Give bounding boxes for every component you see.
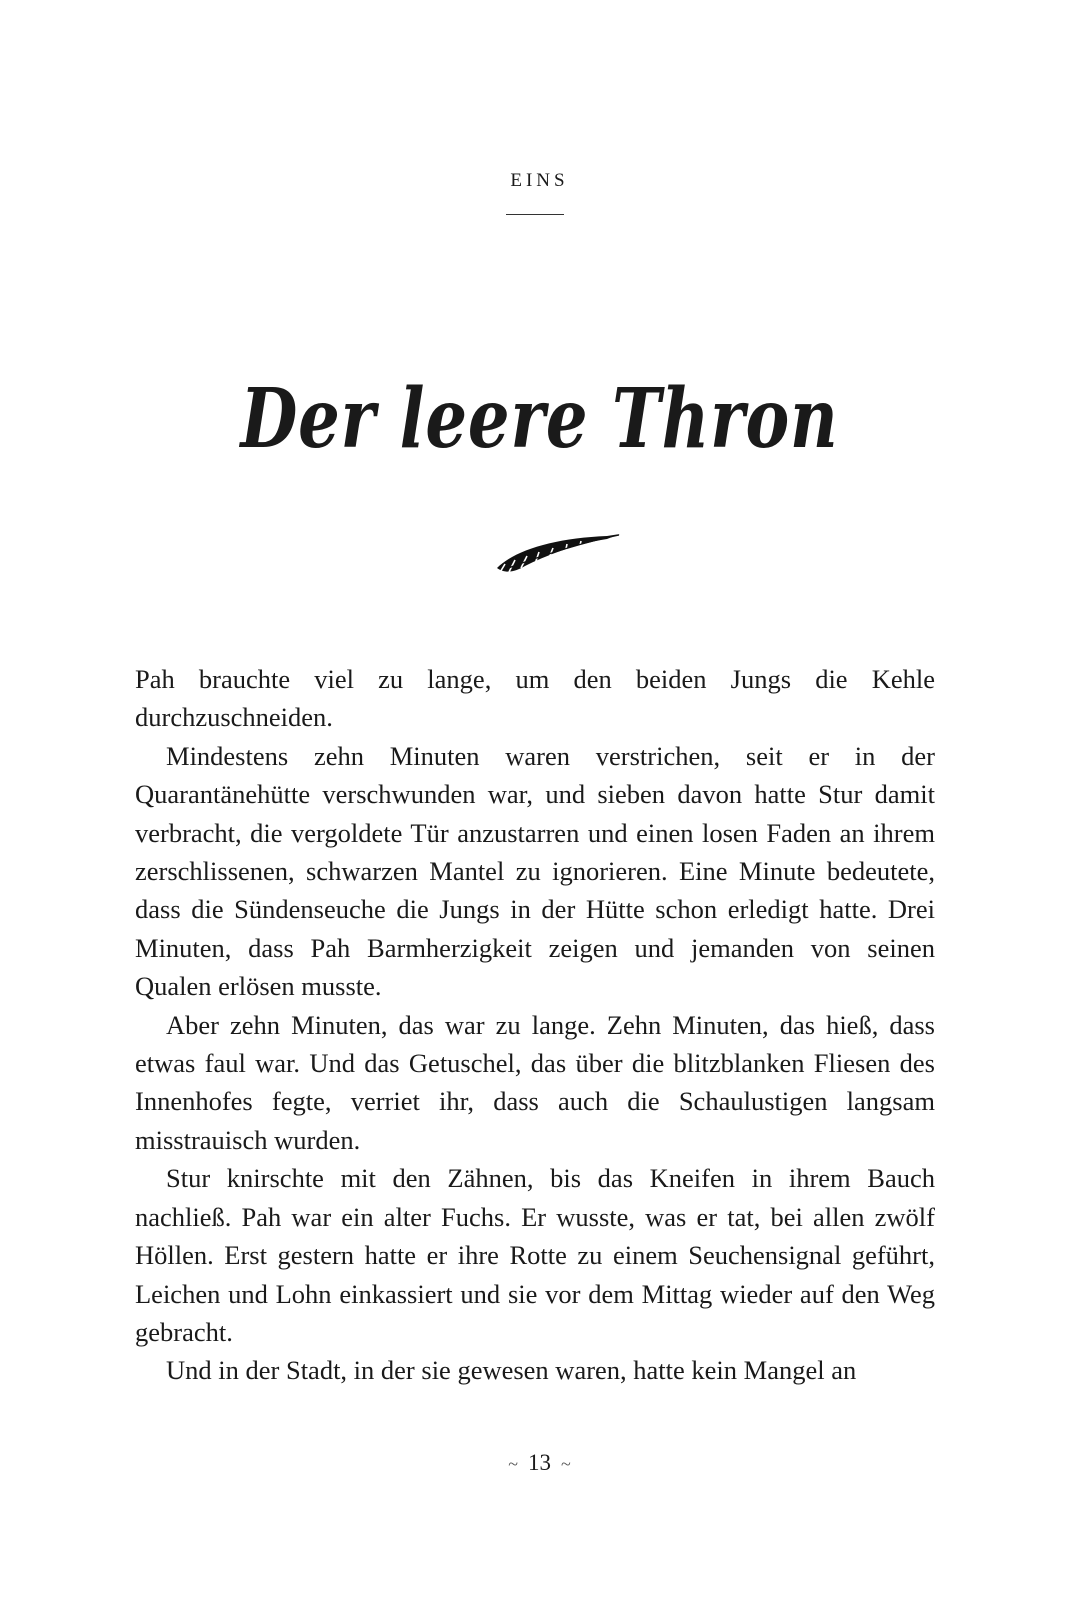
paragraph: Pah brauchte viel zu lange, um den beiden Jungs die Kehle durchzuschneiden. (135, 664, 935, 733)
page-footer (0, 1450, 1079, 1476)
page-number: 13 (528, 1450, 551, 1475)
paragraph: Mindestens zehn Minuten waren verstrichen, seit er in der Quarantänehütte verschwunden war, und sieben davon hatte Stur damit verbracht, die vergoldete Tür anzustarren und einen losen Faden an ihrem zerschlissenen, schwarzen Mantel zu ignorieren. Eine Minute bedeutete, dass die Sündenseuche die Jungs in der Hütte schon erledigt hatte. Drei Minuten, dass Pah Barmherzigkeit zeigen und jemanden von seinen Qualen erlösen musste. (135, 740, 935, 1002)
paragraph: Aber zehn Minuten, das war zu lange. Zehn Minuten, das hieß, dass etwas faul war. Und das Getuschel, das über die blitzblanken Fliesen des Innenhofes fegte, verriet ihr, dass auch die Schaulustigen langsam misstrauisch wurden. (135, 1009, 935, 1155)
paragraph: Stur knirschte mit den Zähnen, bis das Kneifen in ihrem Bauch nachließ. Pah war ein alter Fuchs. Er wusste, was er tat, bei allen zwölf Höllen. Erst gestern hatte er ihre Rotte zu einem Seuchensignal geführt, Leichen und Lohn einkassiert und sie vor dem Mittag wieder auf den Weg gebracht. (135, 1163, 935, 1347)
chapter-divider (506, 214, 564, 215)
chapter-title: Der leere Thron (240, 371, 839, 467)
paragraph: Und in der Stadt, in der sie gewesen waren, hatte kein Mangel an (166, 1355, 857, 1386)
chapter-label: EINS (510, 170, 569, 191)
feather-icon (495, 530, 625, 580)
ornament-right-icon: ~ (561, 1454, 571, 1474)
ornament-left-icon: ~ (508, 1454, 518, 1474)
body-text (135, 660, 935, 1390)
